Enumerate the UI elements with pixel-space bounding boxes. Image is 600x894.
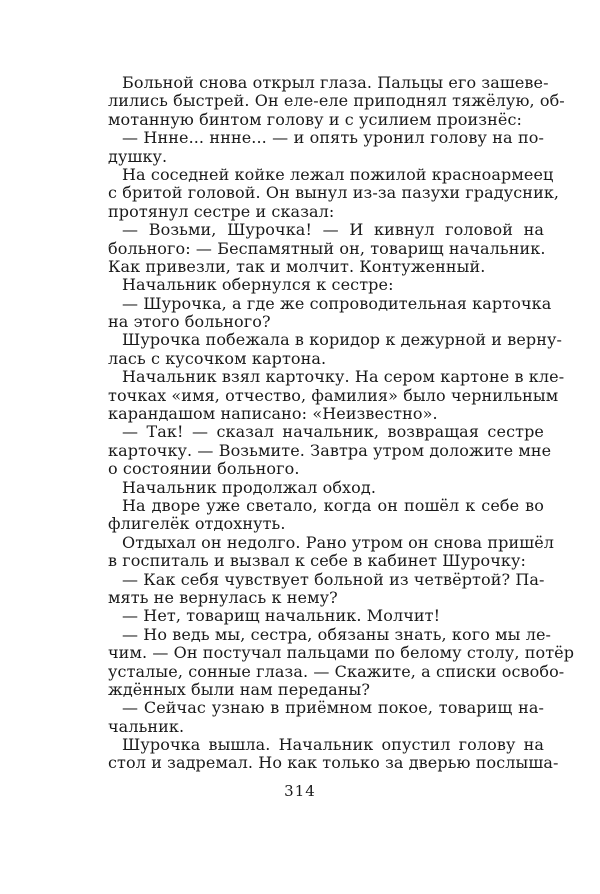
text-line: мотанную бинтом голову и с усилием произнёс:: [108, 109, 523, 129]
text-line: Отдыхал он недолго. Рано утром он снова пришёл: [122, 532, 555, 552]
text-line: — Так! — сказал начальник, возвращая сестре: [122, 422, 544, 442]
text-line: стол и задремал. Но как только за дверью послыша-: [108, 753, 559, 773]
text-line: с бритой головой. Он вынул из-за пазухи градусник,: [108, 183, 560, 203]
text-line: мять не вернулась к нему?: [108, 587, 338, 607]
text-line: — Как себя чувствует больной из четвёртой? Па-: [122, 569, 545, 589]
text-line: чим. — Он постучал пальцами по белому столу, потёр: [108, 643, 575, 663]
text-line: Шурочка побежала в коридор к дежурной и верну-: [122, 330, 563, 350]
text-line: душку.: [108, 146, 168, 166]
text-line: на этого больного?: [108, 312, 271, 332]
text-line: На соседней койке лежал пожилой красноармеец: [122, 164, 554, 184]
text-line: — Ннне... ннне... — и опять уронил голову на по-: [122, 128, 544, 148]
text-line: больного: — Беспамятный он, товарищ начальник.: [108, 238, 546, 258]
text-line: точках «имя, отчество, фамилия» было чернильным: [108, 385, 559, 405]
text-line: лились быстрей. Он еле-еле приподнял тяжёлую, об-: [108, 91, 565, 111]
text-line: карточку. — Возьмите. Завтра утром доложите мне: [108, 440, 552, 460]
text-line: Начальник взял карточку. На сером картоне в кле-: [122, 367, 565, 387]
text-line: На дворе уже светало, когда он пошёл к себе во: [122, 495, 544, 515]
text-line: Больной снова открыл глаза. Пальцы его зашеве-: [122, 73, 549, 92]
text-line: в госпиталь и вызвал к себе в кабинет Шурочку:: [108, 551, 526, 571]
text-line: ждённых были нам переданы?: [108, 679, 371, 699]
text-line: — Нет, товарищ начальник. Молчит!: [122, 606, 441, 626]
text-line: Начальник обернулся к сестре:: [122, 275, 394, 295]
text-line: усталые, сонные глаза. — Скажите, а списки освобо-: [108, 661, 565, 681]
text-line: лась с кусочком картона.: [108, 348, 327, 368]
text-line: карандашом написано: «Неизвестно».: [108, 404, 438, 424]
text-line: чальник.: [108, 716, 185, 736]
text-line: Начальник продолжал обход.: [122, 477, 377, 497]
text-line: протянул сестре и сказал:: [108, 201, 335, 221]
page-number: 314: [284, 782, 316, 800]
text-line: Шурочка вышла. Начальник опустил голову на: [122, 735, 544, 755]
text-line: — Сейчас узнаю в приёмном покое, товарищ на-: [122, 698, 544, 718]
text-line: — Но ведь мы, сестра, обязаны знать, кого мы ле-: [122, 624, 552, 644]
text-line: — Возьми, Шурочка! — И кивнул головой на: [122, 220, 544, 240]
text-line: о состоянии больного.: [108, 459, 300, 479]
text-line: Как привезли, так и молчит. Контуженный.: [108, 256, 486, 276]
text-line: — Шурочка, а где же сопроводительная карточка: [122, 293, 552, 313]
text-line: флигелёк отдохнуть.: [108, 514, 286, 534]
body-text: [108, 73, 575, 773]
